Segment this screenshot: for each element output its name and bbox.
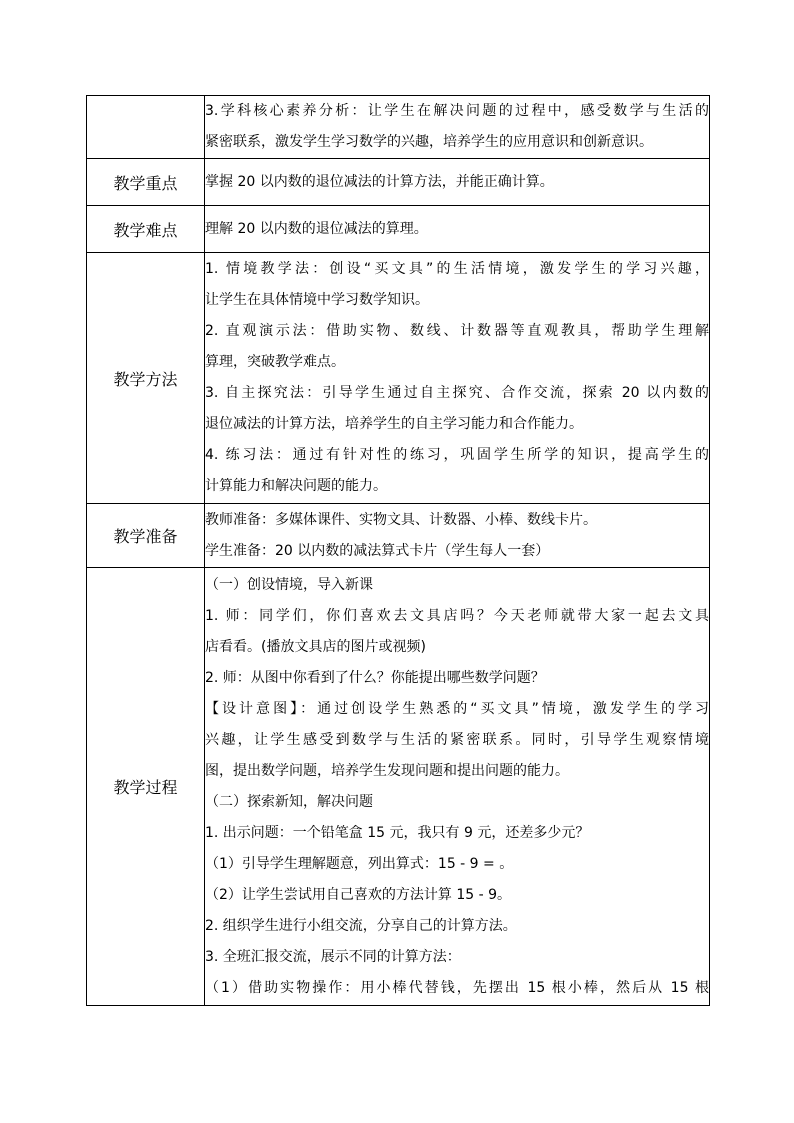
row-content-process (205, 568, 710, 1006)
row-label-process: 教学过程 (87, 568, 205, 1006)
table-row (87, 568, 710, 1006)
table-row (87, 159, 710, 206)
table-row (87, 206, 710, 253)
text-line: 3.学科核心素养分析：让学生在解决问题的过程中，感受数学与生活的 (205, 103, 709, 119)
text-line: 2. 师：从图中你看到了什么？你能提出哪些数学问题？ (205, 669, 545, 686)
text-line: 兴趣，让学生感受到数学与生活的紧密联系。同时，引导学生观察情境 (205, 731, 709, 748)
text-line: 退位减法的计算方法，培养学生的自主学习能力和合作能力。 (205, 416, 583, 432)
table-row (87, 253, 710, 504)
text-line: （一）创设情境，导入新课 (205, 576, 373, 593)
text-line: 【设计意图】：通过创设学生熟悉的“买文具”情境，激发学生的学习 (205, 700, 709, 717)
row-content-difficulties (205, 206, 710, 253)
table-row (87, 96, 710, 159)
text-line: 2. 组织学生进行小组交流，分享自己的计算方法。 (205, 917, 517, 934)
text-line: 教师准备：多媒体课件、实物文具、计数器、小棒、数线卡片。 (205, 511, 597, 528)
text-line: 1. 出示问题：一个铅笔盒 15 元，我只有 9 元，还差多少元？ (205, 824, 590, 841)
row-content-core-literacy (205, 96, 710, 159)
text-line: 3. 自主探究法：引导学生通过自主探究、合作交流，探索 20 以内数的 (205, 385, 709, 401)
text-line: 掌握 20 以内数的退位减法的计算方法，并能正确计算。 (205, 173, 554, 190)
text-line: （1）借助实物操作：用小棒代替钱，先摆出 15 根小棒，然后从 15 根 (205, 979, 709, 996)
text-line: 理解 20 以内数的退位减法的算理。 (205, 220, 428, 237)
row-content-key-points (205, 159, 710, 206)
text-line: （二）探索新知，解决问题 (205, 793, 373, 810)
text-line: 图，提出数学问题，培养学生发现问题和提出问题的能力。 (205, 762, 569, 779)
table-row (87, 504, 710, 568)
text-line: 4. 练习法：通过有针对性的练习，巩固学生所学的知识，提高学生的 (205, 447, 709, 463)
text-line: 3. 全班汇报交流，展示不同的计算方法： (205, 948, 461, 965)
row-label-difficulties: 教学难点 (87, 206, 205, 253)
text-line: 学生准备：20 以内数的减法算式卡片（学生每人一套） (205, 542, 550, 559)
row-label-key-points: 教学重点 (87, 159, 205, 206)
text-line: 计算能力和解决问题的能力。 (205, 478, 387, 494)
text-line: 算理，突破教学难点。 (205, 354, 345, 370)
row-content-methods (205, 253, 710, 504)
row-content-preparation (205, 504, 710, 568)
text-line: （1）引导学生理解题意，列出算式：15 - 9 = 。 (205, 855, 514, 872)
text-line: 店看看。(播放文具店的图片或视频) (205, 638, 426, 655)
row-label-methods: 教学方法 (87, 253, 205, 504)
text-line: （2）让学生尝试用自己喜欢的方法计算 15 - 9。 (205, 886, 512, 903)
text-line: 让学生在具体情境中学习数学知识。 (205, 292, 429, 308)
text-line: 1. 情境教学法：创设“买文具”的生活情境，激发学生的学习兴趣， (205, 261, 709, 277)
text-line: 2. 直观演示法：借助实物、数线、计数器等直观教具，帮助学生理解 (205, 323, 709, 339)
row-label-empty (87, 96, 205, 159)
text-line: 紧密联系，激发学生学习数学的兴趣，培养学生的应用意识和创新意识。 (205, 134, 653, 150)
text-line: 1. 师：同学们，你们喜欢去文具店吗？今天老师就带大家一起去文具 (205, 607, 709, 624)
row-label-preparation: 教学准备 (87, 504, 205, 568)
lesson-plan-table (86, 95, 710, 1006)
